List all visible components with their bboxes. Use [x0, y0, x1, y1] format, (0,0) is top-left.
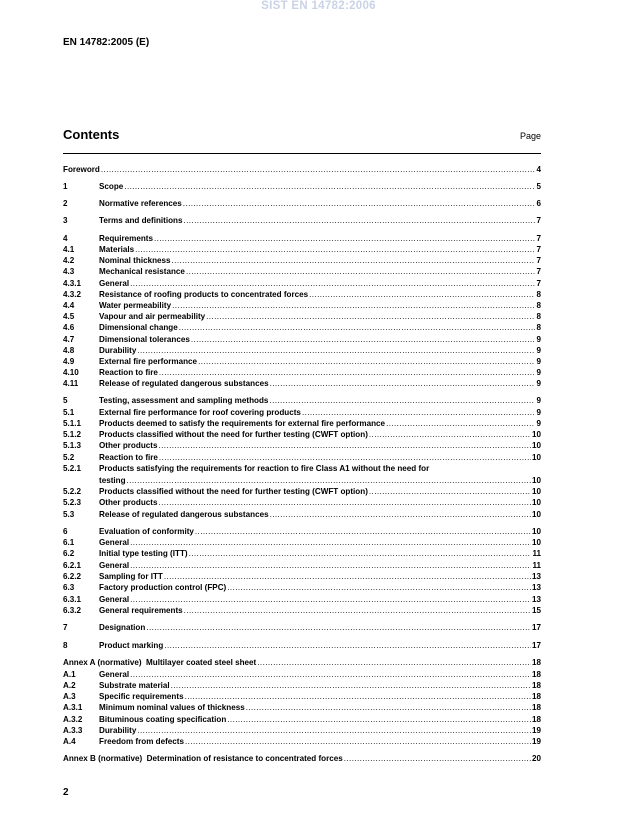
toc-entry[interactable] — [63, 475, 541, 486]
toc-entry-title: General requirements — [99, 606, 183, 615]
toc-entry-number: 7 — [63, 623, 68, 632]
toc-entry-title: testing — [99, 476, 126, 485]
toc-entry-page: 8 — [536, 323, 541, 332]
toc-entry[interactable] — [63, 418, 541, 429]
toc-entry-title: External fire performance — [99, 357, 198, 366]
toc-entry-title: Annex A (normative) Multilayer coated steel sheet — [63, 658, 257, 667]
toc-entry-title: Durability — [99, 726, 137, 735]
toc-entry-title: General — [99, 561, 130, 570]
toc-entry[interactable] — [63, 622, 541, 633]
leader-dots — [302, 407, 536, 418]
toc-entry-number: 4.9 — [63, 357, 75, 366]
toc-entry-title: Reaction to fire — [99, 453, 158, 462]
toc-entry-page: 9 — [536, 396, 541, 405]
leader-dots — [101, 164, 536, 175]
toc-entry-page: 10 — [531, 441, 541, 450]
leader-dots — [206, 311, 535, 322]
toc-entry[interactable] — [63, 582, 541, 593]
toc-entry[interactable] — [63, 407, 541, 418]
leader-dots — [135, 244, 535, 255]
leader-dots — [195, 526, 531, 537]
toc-entry[interactable] — [63, 378, 541, 389]
toc-entry-title: Release of regulated dangerous substances — [99, 379, 269, 388]
toc-entry[interactable] — [63, 164, 541, 175]
leader-dots — [186, 266, 536, 277]
toc-entry[interactable] — [63, 395, 541, 406]
leader-dots — [130, 537, 531, 548]
watermark: SIST EN 14782:2006 — [261, 0, 376, 12]
toc-entry-number: 4.5 — [63, 312, 75, 321]
toc-entry-title: Water permeability — [99, 301, 172, 310]
leader-dots — [127, 475, 531, 486]
leader-dots — [309, 289, 535, 300]
leader-dots — [130, 594, 531, 605]
contents-rule — [63, 153, 541, 154]
toc-entry-title: Initial type testing (ITT) — [99, 549, 188, 558]
toc-entry-number: 5.1.3 — [63, 441, 82, 450]
toc-entry-number: 6.2.1 — [63, 561, 82, 570]
leader-dots — [146, 622, 531, 633]
toc-entry-page: 10 — [531, 538, 541, 547]
toc-entry-title: Products satisfying the requirements for reaction to fire Class A1 without the need for — [99, 464, 430, 473]
leader-dots — [246, 702, 531, 713]
toc-entry-number: 3 — [63, 216, 68, 225]
toc-entry[interactable] — [63, 244, 541, 255]
toc-entry-title: Annex B (normative) Determination of resistance to concentrated forces — [63, 754, 343, 763]
toc-entry-page: 18 — [531, 681, 541, 690]
toc-entry-page: 4 — [536, 165, 541, 174]
toc-entry-title: Specific requirements — [99, 692, 184, 701]
toc-entry-page: 18 — [531, 658, 541, 667]
leader-dots — [270, 509, 531, 520]
toc-entry-page: 8 — [536, 312, 541, 321]
leader-dots — [130, 560, 531, 571]
toc-entry-page: 13 — [531, 583, 541, 592]
toc-entry-title: General — [99, 279, 130, 288]
toc-entry-number: A.3.1 — [63, 703, 83, 712]
toc-entry-page: 17 — [531, 641, 541, 650]
toc-entry-title: Evaluation of conformity — [99, 527, 194, 536]
leader-dots — [270, 378, 536, 389]
toc-entry[interactable] — [63, 594, 541, 605]
toc-entry-number: A.3 — [63, 692, 76, 701]
toc-entry-number: A.3.2 — [63, 715, 83, 724]
toc-entry[interactable] — [63, 714, 541, 725]
leader-dots — [137, 725, 531, 736]
toc-entry-page: 13 — [531, 595, 541, 604]
leader-dots — [164, 571, 531, 582]
toc-entry-number: 6.3 — [63, 583, 75, 592]
toc-entry-title: Designation — [99, 623, 146, 632]
toc-entry-page: 18 — [531, 715, 541, 724]
toc-entry-page: 20 — [531, 754, 541, 763]
toc-entry[interactable] — [63, 571, 541, 582]
toc-entry-page: 9 — [536, 408, 541, 417]
toc-entry-page: 7 — [536, 256, 541, 265]
toc-entry-number: 4.4 — [63, 301, 75, 310]
toc-entry-page: 19 — [531, 726, 541, 735]
toc-entry[interactable] — [63, 278, 541, 289]
toc-entry-number: 6 — [63, 527, 68, 536]
leader-dots — [130, 669, 531, 680]
toc-entry-number: 5.1 — [63, 408, 75, 417]
toc-entry[interactable] — [63, 311, 541, 322]
toc-entry-page: 18 — [531, 703, 541, 712]
toc-entry-number: 5.2.3 — [63, 498, 82, 507]
toc-entry[interactable] — [63, 198, 541, 209]
toc-entry[interactable] — [63, 560, 541, 571]
toc-entry-number: 4.1 — [63, 245, 75, 254]
toc-entry[interactable] — [63, 725, 541, 736]
toc-entry-page: 18 — [531, 670, 541, 679]
leader-dots — [164, 640, 531, 651]
toc-entry-page: 8 — [536, 301, 541, 310]
toc-entry-title: External fire performance for roof covering products — [99, 408, 301, 417]
toc-entry-page: 8 — [536, 290, 541, 299]
toc-entry[interactable] — [63, 334, 541, 345]
leader-dots — [183, 198, 536, 209]
leader-dots — [369, 429, 531, 440]
toc-entry-page: 9 — [536, 346, 541, 355]
toc-entry[interactable] — [63, 509, 541, 520]
toc-entry[interactable] — [63, 548, 541, 559]
toc-entry[interactable] — [63, 691, 541, 702]
toc-entry-page: 10 — [531, 527, 541, 536]
toc-entry-title: Vapour and air permeability — [99, 312, 206, 321]
toc-entry-number: 6.3.2 — [63, 606, 82, 615]
toc-entry-number: 1 — [63, 182, 68, 191]
toc-entry-title: Scope — [99, 182, 124, 191]
toc-entry-number: 5.3 — [63, 510, 75, 519]
toc-entry[interactable] — [63, 736, 541, 747]
toc-entry[interactable] — [63, 215, 541, 226]
toc-entry-page: 7 — [536, 267, 541, 276]
toc-entry[interactable] — [63, 486, 541, 497]
leader-dots — [369, 486, 531, 497]
leader-dots — [191, 334, 536, 345]
toc-entry-number: 5 — [63, 396, 68, 405]
toc-entry-page: 10 — [531, 453, 541, 462]
leader-dots — [159, 367, 536, 378]
toc-entry-page: 13 — [531, 572, 541, 581]
leader-dots — [198, 356, 535, 367]
toc-entry-page: 9 — [536, 419, 541, 428]
toc-entry-page: 6 — [536, 199, 541, 208]
contents-title: Contents — [63, 127, 120, 142]
toc-entry-number: 6.3.1 — [63, 595, 82, 604]
toc-entry-title: Foreword — [63, 165, 100, 174]
toc-entry-number: 5.1.1 — [63, 419, 82, 428]
page-column-label: Page — [519, 131, 541, 141]
toc-entry-title: Release of regulated dangerous substances — [99, 510, 269, 519]
toc-entry-title: Requirements — [99, 234, 153, 243]
toc-entry-number: A.1 — [63, 670, 76, 679]
toc-entry-title: Nominal thickness — [99, 256, 171, 265]
toc-entry[interactable] — [63, 289, 541, 300]
toc-entry-title: Mechanical resistance — [99, 267, 185, 276]
leader-dots — [172, 255, 536, 266]
leader-dots — [172, 300, 535, 311]
toc-entry[interactable] — [63, 753, 541, 764]
toc-entry-number: 6.2 — [63, 549, 75, 558]
leader-dots — [386, 418, 535, 429]
toc-entry-page: 10 — [531, 430, 541, 439]
toc-entry-title: Product marking — [99, 641, 164, 650]
toc-entry-title: Durability — [99, 346, 137, 355]
toc-entry-title: Reaction to fire — [99, 368, 158, 377]
toc-entry[interactable] — [63, 266, 541, 277]
toc-entry-page: 18 — [531, 692, 541, 701]
toc-entry-page: 10 — [531, 487, 541, 496]
toc-entry-number: 5.1.2 — [63, 430, 82, 439]
leader-dots — [189, 548, 532, 559]
toc-entry[interactable] — [63, 429, 541, 440]
toc-entry[interactable] — [63, 345, 541, 356]
toc-entry[interactable] — [63, 440, 541, 451]
toc-entry-title: Products classified without the need for further testing (CWFT option) — [99, 430, 368, 439]
toc-entry-number: 6.2.2 — [63, 572, 82, 581]
toc-entry[interactable] — [63, 526, 541, 537]
toc-entry-title: Other products — [99, 498, 158, 507]
toc-entry[interactable] — [63, 452, 541, 463]
leader-dots — [227, 714, 531, 725]
toc-entry[interactable] — [63, 605, 541, 616]
toc-entry-page: 10 — [531, 510, 541, 519]
toc-entry[interactable] — [63, 367, 541, 378]
leader-dots — [130, 278, 535, 289]
toc-entry-page: 17 — [531, 623, 541, 632]
toc-entry[interactable] — [63, 669, 541, 680]
toc-entry[interactable] — [63, 680, 541, 691]
toc-entry-page: 10 — [531, 476, 541, 485]
toc-entry-page: 11 — [532, 549, 541, 558]
toc-entry-number: 4 — [63, 234, 68, 243]
toc-entry-page: 11 — [532, 561, 541, 570]
toc-entry[interactable] — [63, 356, 541, 367]
toc-entry-number: 4.3.1 — [63, 279, 82, 288]
toc-entry-page: 5 — [536, 182, 541, 191]
toc-entry-number: 4.3.2 — [63, 290, 82, 299]
toc-entry-number: 5.2 — [63, 453, 75, 462]
leader-dots — [185, 736, 531, 747]
leader-dots — [158, 440, 531, 451]
toc-entry-page: 9 — [536, 357, 541, 366]
leader-dots — [184, 605, 531, 616]
toc-entry-number: 5.2.2 — [63, 487, 82, 496]
toc-entry-page: 9 — [536, 335, 541, 344]
toc-entry-title: Normative references — [99, 199, 182, 208]
toc-entry-title: Sampling for ITT — [99, 572, 163, 581]
toc-entry[interactable] — [63, 657, 541, 668]
toc-entry-number: 4.2 — [63, 256, 75, 265]
toc-entry-title: General — [99, 670, 130, 679]
toc-entry[interactable] — [63, 537, 541, 548]
toc-entry-page: 7 — [536, 279, 541, 288]
page-number: 2 — [63, 787, 69, 798]
toc-entry-title: Bituminous coating specification — [99, 715, 227, 724]
toc-entry-page: 15 — [531, 606, 541, 615]
toc-entry-page: 7 — [536, 234, 541, 243]
toc-entry-page: 9 — [536, 379, 541, 388]
toc-entry-number: 4.8 — [63, 346, 75, 355]
toc-entry-number: 4.11 — [63, 379, 79, 388]
toc-entry[interactable] — [63, 181, 541, 192]
toc-entry[interactable] — [63, 640, 541, 651]
toc-entry-page: 9 — [536, 368, 541, 377]
toc-entry-page: 7 — [536, 216, 541, 225]
toc-entry-number: A.2 — [63, 681, 76, 690]
toc-entry-page: 19 — [531, 737, 541, 746]
toc-entry-title: Resistance of roofing products to concentrated forces — [99, 290, 309, 299]
toc-entry-title: Dimensional tolerances — [99, 335, 190, 344]
toc-entry-number: 4.6 — [63, 323, 75, 332]
toc-entry-title: Products classified without the need for further testing (CWFT option) — [99, 487, 368, 496]
toc-entry[interactable] — [63, 497, 541, 508]
toc-entry-title: Minimum nominal values of thickness — [99, 703, 245, 712]
toc-entry-page: 7 — [536, 245, 541, 254]
leader-dots — [154, 233, 536, 244]
toc-entry-number: 2 — [63, 199, 68, 208]
toc-entry-title: Dimensional change — [99, 323, 178, 332]
leader-dots — [124, 181, 535, 192]
leader-dots — [344, 753, 531, 764]
toc-entry-page: 10 — [531, 498, 541, 507]
leader-dots — [227, 582, 531, 593]
toc-entry[interactable] — [63, 300, 541, 311]
leader-dots — [158, 497, 531, 508]
toc-entry-title: Testing, assessment and sampling methods — [99, 396, 269, 405]
leader-dots — [179, 322, 536, 333]
leader-dots — [269, 395, 535, 406]
toc-entry-number: A.4 — [63, 737, 76, 746]
toc-entry-title: Products deemed to satisfy the requirements for external fire performance — [99, 419, 386, 428]
toc-entry-number: 8 — [63, 641, 68, 650]
toc-entry-number: A.3.3 — [63, 726, 83, 735]
toc-entry-number: 4.7 — [63, 335, 75, 344]
toc-entry[interactable] — [63, 233, 541, 244]
toc-entry-title: Materials — [99, 245, 135, 254]
toc-entry-number: 5.2.1 — [63, 464, 82, 473]
document-id: EN 14782:2005 (E) — [63, 37, 150, 48]
leader-dots — [171, 680, 531, 691]
toc-entry[interactable] — [63, 702, 541, 713]
leader-dots — [257, 657, 531, 668]
toc-entry-number: 4.10 — [63, 368, 79, 377]
toc-entry[interactable] — [63, 463, 541, 474]
toc-entry-title: Other products — [99, 441, 158, 450]
toc-entry[interactable] — [63, 255, 541, 266]
toc-entry-title: Factory production control (FPC) — [99, 583, 227, 592]
leader-dots — [159, 452, 531, 463]
toc-entry[interactable] — [63, 322, 541, 333]
toc-entry-title: General — [99, 538, 130, 547]
toc-entry-number: 4.3 — [63, 267, 75, 276]
toc-entry-title: General — [99, 595, 130, 604]
toc-entry-title: Terms and definitions — [99, 216, 183, 225]
leader-dots — [185, 691, 531, 702]
toc-entry-title: Freedom from defects — [99, 737, 185, 746]
toc-entry-number: 6.1 — [63, 538, 75, 547]
leader-dots — [184, 215, 536, 226]
toc-entry-title: Substrate material — [99, 681, 170, 690]
leader-dots — [137, 345, 535, 356]
